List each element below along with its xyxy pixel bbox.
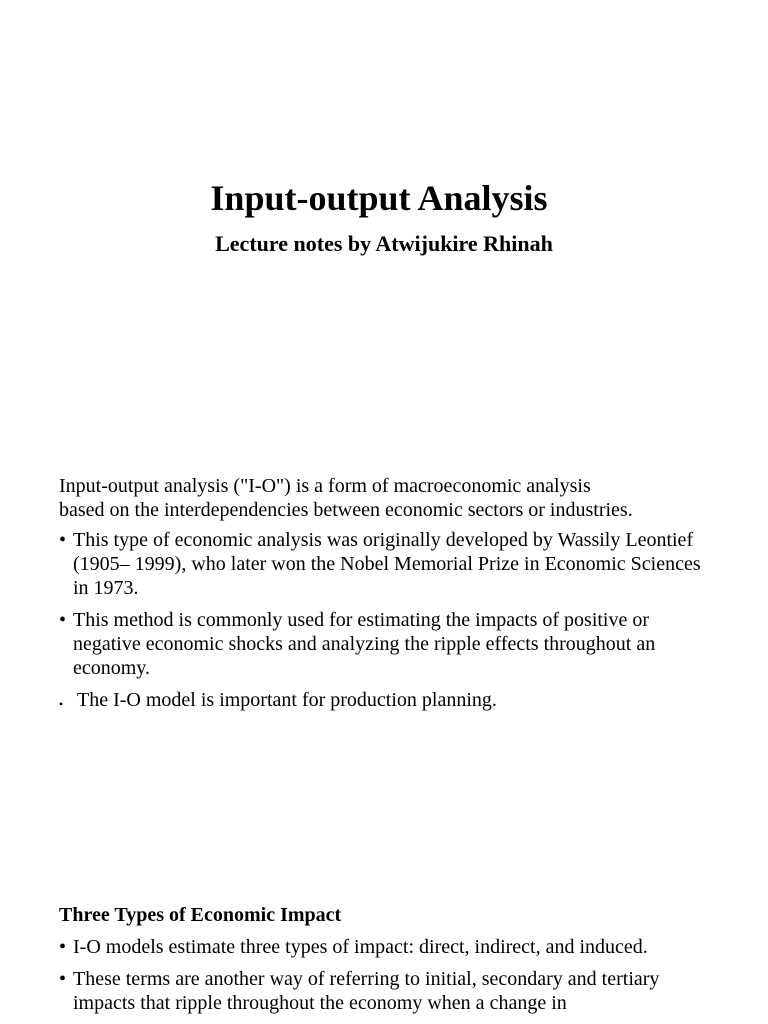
impact-bullet-text: These terms are another way of referring to initial, secondary and tertiary impacts that ripple throughout the economy when a change in: [73, 968, 660, 1014]
intro-paragraph-line-2: based on the interdependencies between economic sectors or industries.: [59, 499, 633, 521]
impact-bullet-text: I-O models estimate three types of impact: direct, indirect, and induced.: [73, 936, 648, 958]
intro-bullet-item: [59, 528, 719, 600]
impact-bullet-item: [59, 967, 719, 1015]
intro-paragraph-line-1: Input-output analysis ("I-O") is a form of macroeconomic analysis: [59, 475, 591, 497]
intro-paragraph: [59, 474, 719, 522]
intro-section: [59, 474, 719, 720]
impact-bullet-item: [59, 935, 719, 959]
intro-bullet-text: This method is commonly used for estimating the impacts of positive or negative economic shocks and analyzing the ripple effects throughout an economy.: [73, 609, 656, 679]
page-title: Input-output Analysis: [210, 178, 548, 218]
impact-bullet-list: [59, 935, 719, 1015]
bullet-icon: •: [59, 936, 67, 958]
section-heading: Three Types of Economic Impact: [59, 904, 342, 926]
impact-types-section: [59, 903, 719, 1023]
intro-bullet-item: [59, 688, 719, 712]
intro-bullet-list: [59, 528, 719, 712]
bullet-icon: •: [59, 529, 67, 551]
page-subtitle: Lecture notes by Atwijukire Rhinah: [215, 231, 553, 256]
intro-bullet-item: [59, 608, 719, 680]
intro-bullet-text: The I-O model is important for production planning.: [77, 689, 497, 711]
bullet-icon: •: [59, 609, 67, 631]
bullet-icon: •: [59, 697, 64, 711]
bullet-icon: •: [59, 968, 67, 990]
intro-bullet-text: This type of economic analysis was originally developed by Wassily Leontief (1905– 1999), who later won the Nobel Memorial Prize in Economic Sciences in 1973.: [73, 529, 701, 599]
